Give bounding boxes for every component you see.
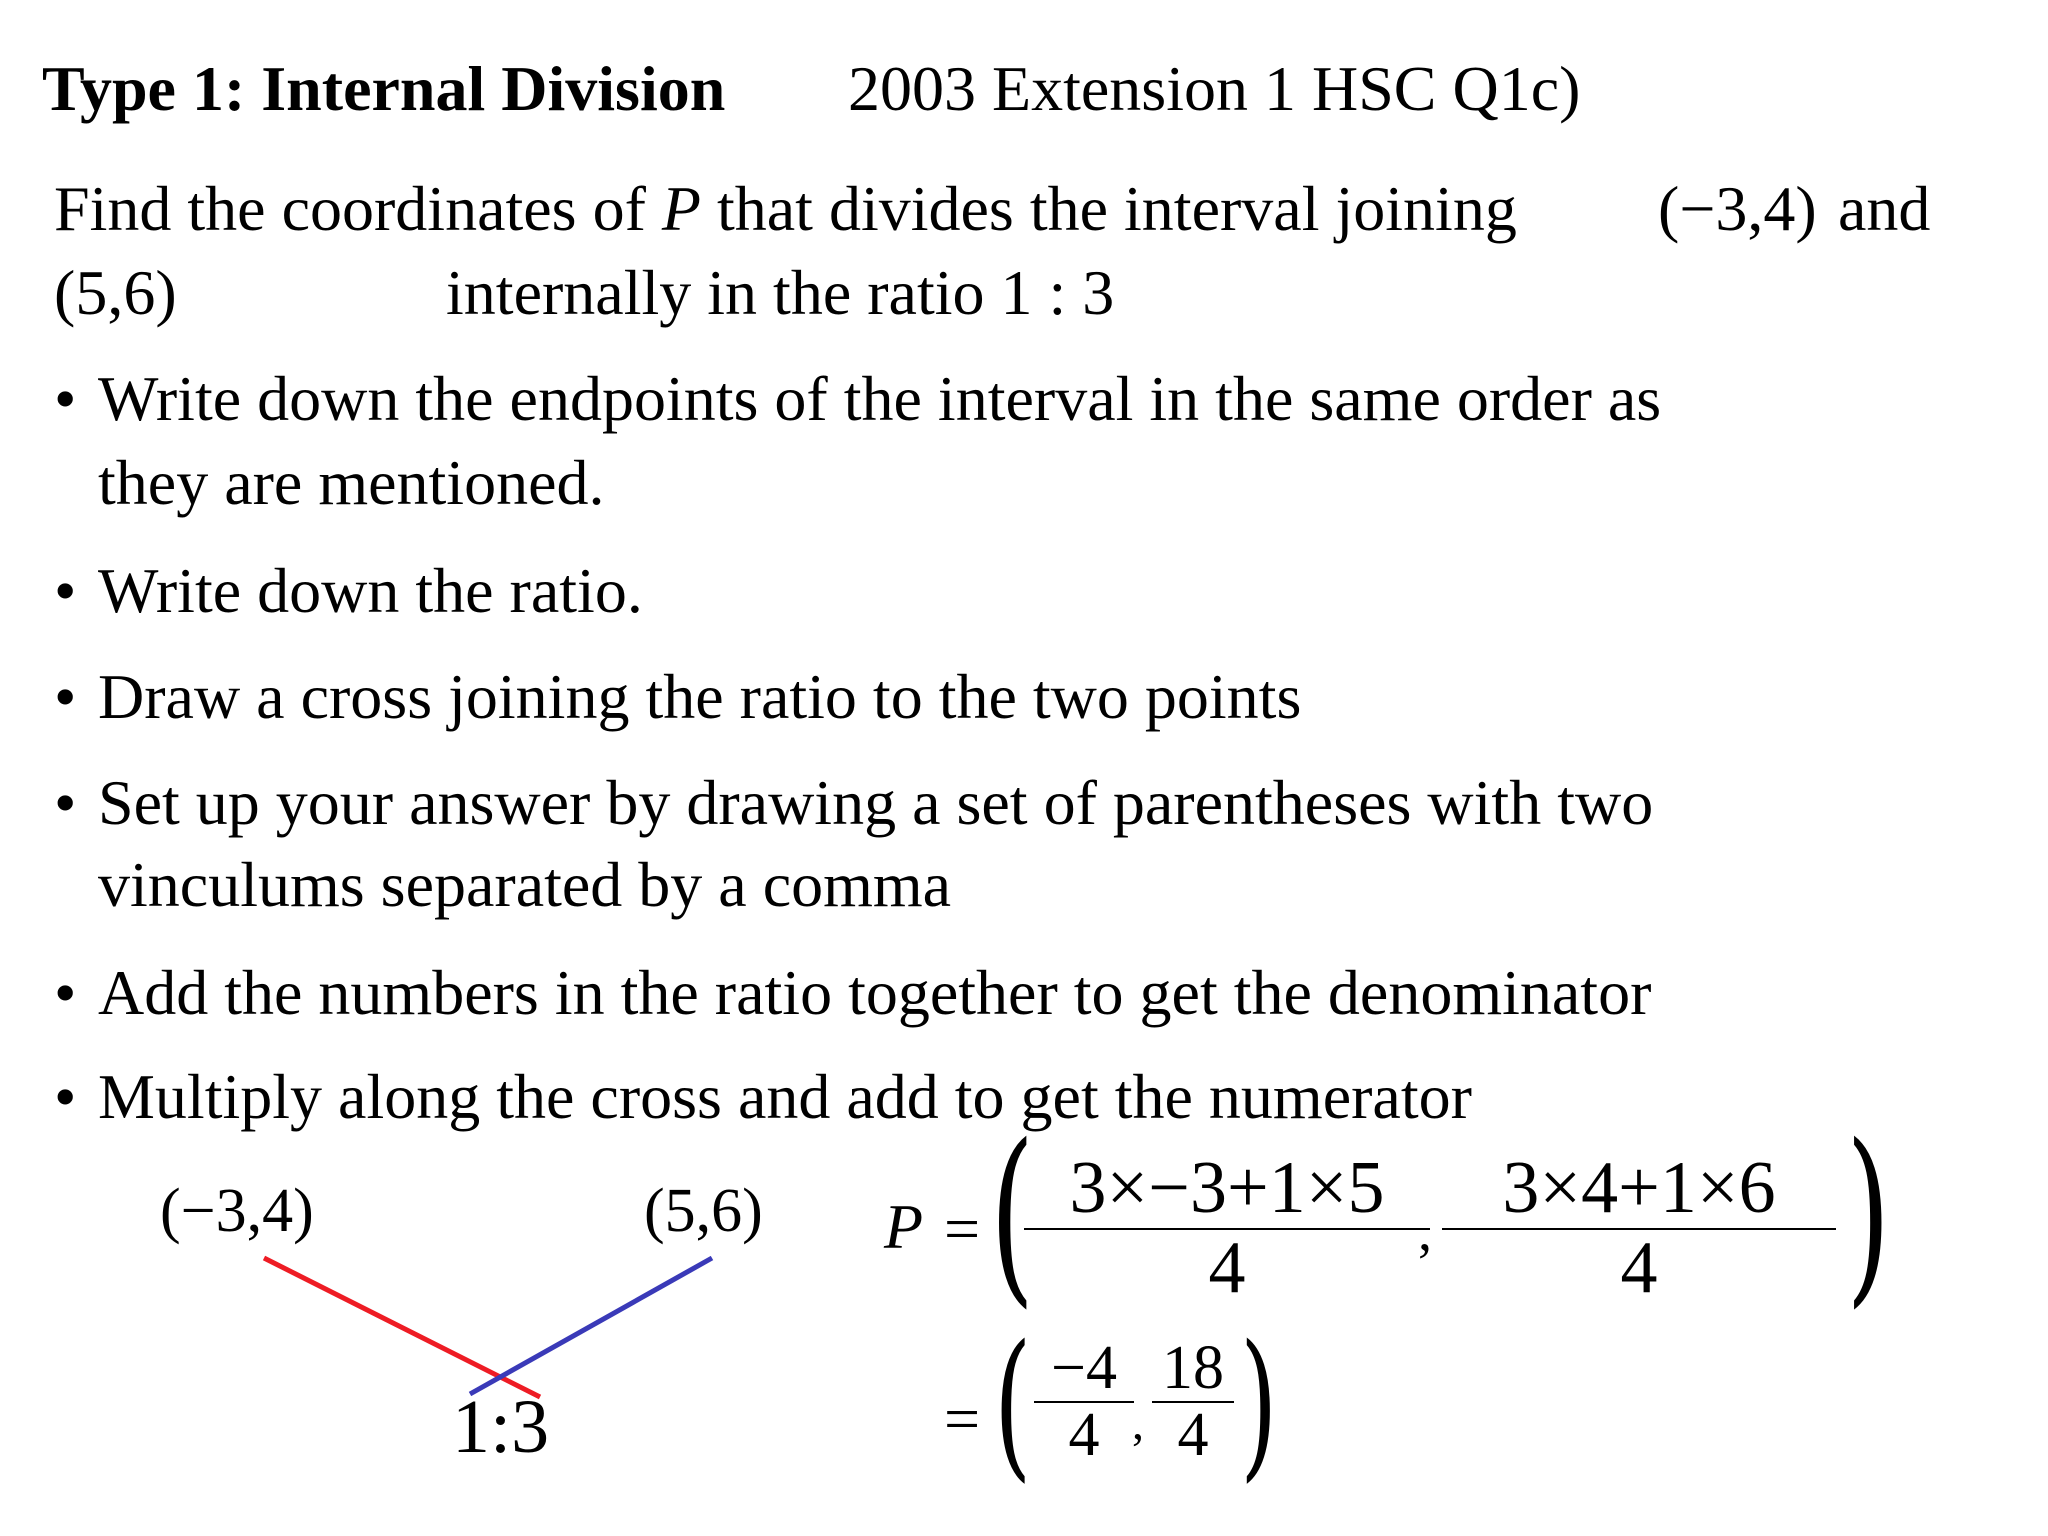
cross-line-right xyxy=(470,1258,712,1394)
bullet-dot: • xyxy=(54,363,77,434)
point-variable: P xyxy=(661,173,701,244)
bullet-1-line-1: Write down the endpoints of the interval in the same order as xyxy=(98,363,1662,434)
working-equals-1: = xyxy=(944,1193,981,1264)
comma-1: , xyxy=(1418,1201,1432,1263)
fraction-y-2 xyxy=(1152,1336,1234,1468)
bullet-dot: • xyxy=(54,1061,77,1132)
working-equals-2: = xyxy=(944,1383,981,1454)
diagram-ratio: 1:3 xyxy=(452,1385,550,1469)
fraction-y-2-num: 18 xyxy=(1162,1334,1224,1402)
fraction-y-1-den: 4 xyxy=(1620,1226,1658,1309)
and-word: and xyxy=(1838,173,1931,244)
question-source: 2003 Extension 1 HSC Q1c) xyxy=(848,53,1581,124)
fraction-x-1-den: 4 xyxy=(1208,1226,1246,1309)
question-suffix: that divides the interval joining xyxy=(700,173,1517,244)
bullet-4-line-1: Set up your answer by drawing a set of parentheses with two xyxy=(98,767,1654,838)
fraction-x-1 xyxy=(1024,1147,1430,1309)
fraction-y-1-num: 3×4+1×6 xyxy=(1502,1147,1776,1229)
bullet-4-line-2: vinculums separated by a comma xyxy=(98,849,952,920)
question-prefix: Find the coordinates of xyxy=(54,173,662,244)
comma-2: , xyxy=(1132,1397,1144,1450)
fraction-x-2 xyxy=(1034,1336,1134,1468)
diagram-left-point: (−3,4) xyxy=(160,1177,314,1245)
slide-title: Type 1: Internal Division xyxy=(42,53,726,124)
bullet-5-line-1: Add the numbers in the ratio together to get the denominator xyxy=(98,957,1652,1028)
right-paren-2: ) xyxy=(1240,1310,1278,1497)
point-b: (5,6) xyxy=(54,257,177,328)
point-a: (−3,4) xyxy=(1658,173,1817,244)
left-paren-1: ( xyxy=(990,1104,1035,1325)
bullet-dot: • xyxy=(54,767,77,838)
working-lhs: P xyxy=(884,1191,924,1262)
fraction-x-1-num: 3×−3+1×5 xyxy=(1069,1147,1385,1229)
bullet-dot: • xyxy=(54,555,77,626)
bullet-3-line-1: Draw a cross joining the ratio to the two points xyxy=(98,661,1302,732)
right-paren-1: ) xyxy=(1846,1104,1891,1325)
fraction-x-2-num: −4 xyxy=(1051,1334,1117,1402)
bullet-1-line-2: they are mentioned. xyxy=(98,447,605,518)
bullet-6-line-1: Multiply along the cross and add to get the numerator xyxy=(98,1061,1472,1132)
fraction-x-2-den: 4 xyxy=(1068,1401,1100,1470)
bullet-2-line-1: Write down the ratio. xyxy=(98,555,643,626)
bullet-dot: • xyxy=(54,957,77,1028)
left-paren-2: ( xyxy=(994,1310,1032,1497)
bullet-dot: • xyxy=(54,661,77,732)
diagram-right-point: (5,6) xyxy=(644,1177,763,1245)
fraction-y-1 xyxy=(1442,1147,1836,1309)
question-line-2: internally in the ratio 1 : 3 xyxy=(446,257,1115,328)
fraction-y-2-den: 4 xyxy=(1177,1401,1209,1470)
